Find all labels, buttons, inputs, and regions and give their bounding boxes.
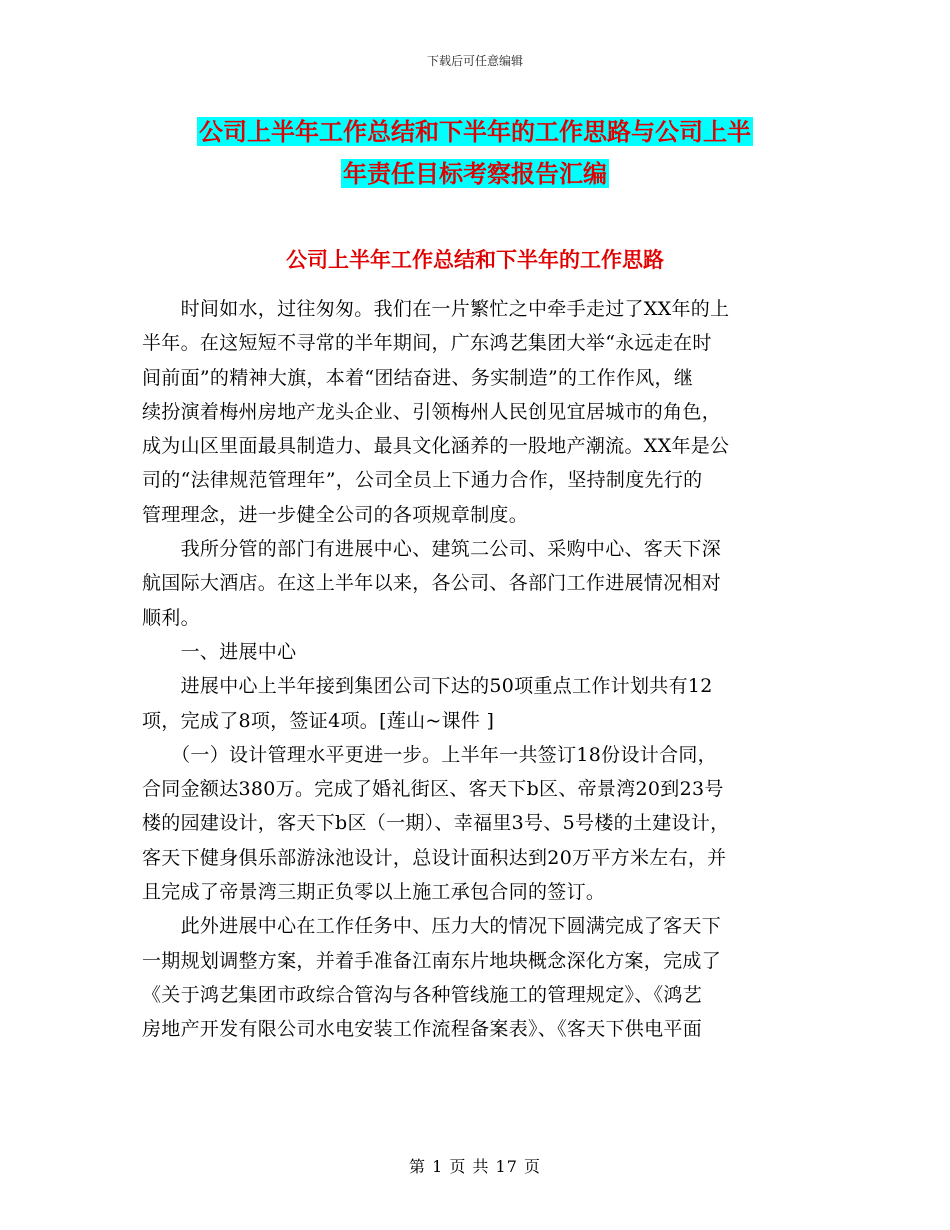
body-line: 司的“法律规范管理年”，公司全员上下通力合作，坚持制度先行的 [142, 469, 703, 492]
body-line: 进展中心上半年接到集团公司下达的50项重点工作计划共有12 [142, 675, 713, 698]
body-line: 且完成了帝景湾三期正负零以上施工承包合同的签订。 [142, 881, 606, 904]
body-line: 我所分管的部门有进展中心、建筑二公司、采购中心、客天下深 [142, 538, 722, 561]
section-title: 公司上半年工作总结和下半年的工作思路 [286, 247, 664, 272]
document-title-line-1-text: 公司上半年工作总结和下半年的工作思路与公司上半 [199, 117, 751, 146]
body-text [142, 292, 812, 1047]
body-line: 项，完成了8项，签证4项。[莲山~课件 ] [142, 709, 495, 732]
document-title-line-2 [0, 150, 950, 198]
body-line: 《关于鸿艺集团市政综合管沟与各种管线施工的管理规定》、《鸿艺 [142, 983, 703, 1006]
document-title-line-1 [0, 108, 950, 156]
page-number-footer: 第 1 页 共 17 页 [409, 1157, 541, 1176]
body-line: 半年。在这短短不寻常的半年期间，广东鸿艺集团大举“永远走在时 [142, 332, 712, 355]
body-line: （一）设计管理水平更进一步。上半年一共签订18份设计合同， [142, 743, 717, 766]
body-line: 间前面”的精神大旗，本着“团结奋进、务实制造”的工作作风，继 [142, 366, 694, 389]
body-line: 成为山区里面最具制造力、最具文化涵养的一股地产潮流。XX年是公 [142, 435, 730, 458]
body-line: 航国际大酒店。在这上半年以来，各公司、各部门工作进展情况相对 [142, 572, 722, 595]
body-line: 顺利。 [142, 606, 200, 629]
body-line: 时间如水，过往匆匆。我们在一片繁忙之中牵手走过了XX年的上 [142, 298, 730, 320]
body-line: 管理理念，进一步健全公司的各项规章制度。 [142, 503, 529, 526]
header-note: 下载后可任意编辑 [426, 54, 523, 68]
body-line: 房地产开发有限公司水电安装工作流程备案表》、《客天下供电平面 [142, 1018, 703, 1041]
body-line: 此外进展中心在工作任务中、压力大的情况下圆满完成了客天下 [142, 915, 722, 938]
body-line: 楼的园建设计，客天下b区（一期）、幸福里3号、5号楼的土建设计， [142, 812, 730, 835]
body-line: 一、进展中心 [142, 640, 297, 663]
body-line: 续扮演着梅州房地产龙头企业、引领梅州人民创见宜居城市的角色， [142, 400, 722, 423]
body-line: 一期规划调整方案，并着手准备江南东片地块概念深化方案，完成了 [142, 949, 722, 972]
body-line: 合同金额达380万。完成了婚礼街区、客天下b区、帝景湾20到23号 [142, 778, 724, 801]
body-line: 客天下健身俱乐部游泳池设计，总设计面积达到20万平方米左右，并 [142, 846, 727, 869]
document-title-line-2-text: 年责任目标考察报告汇编 [343, 159, 607, 188]
